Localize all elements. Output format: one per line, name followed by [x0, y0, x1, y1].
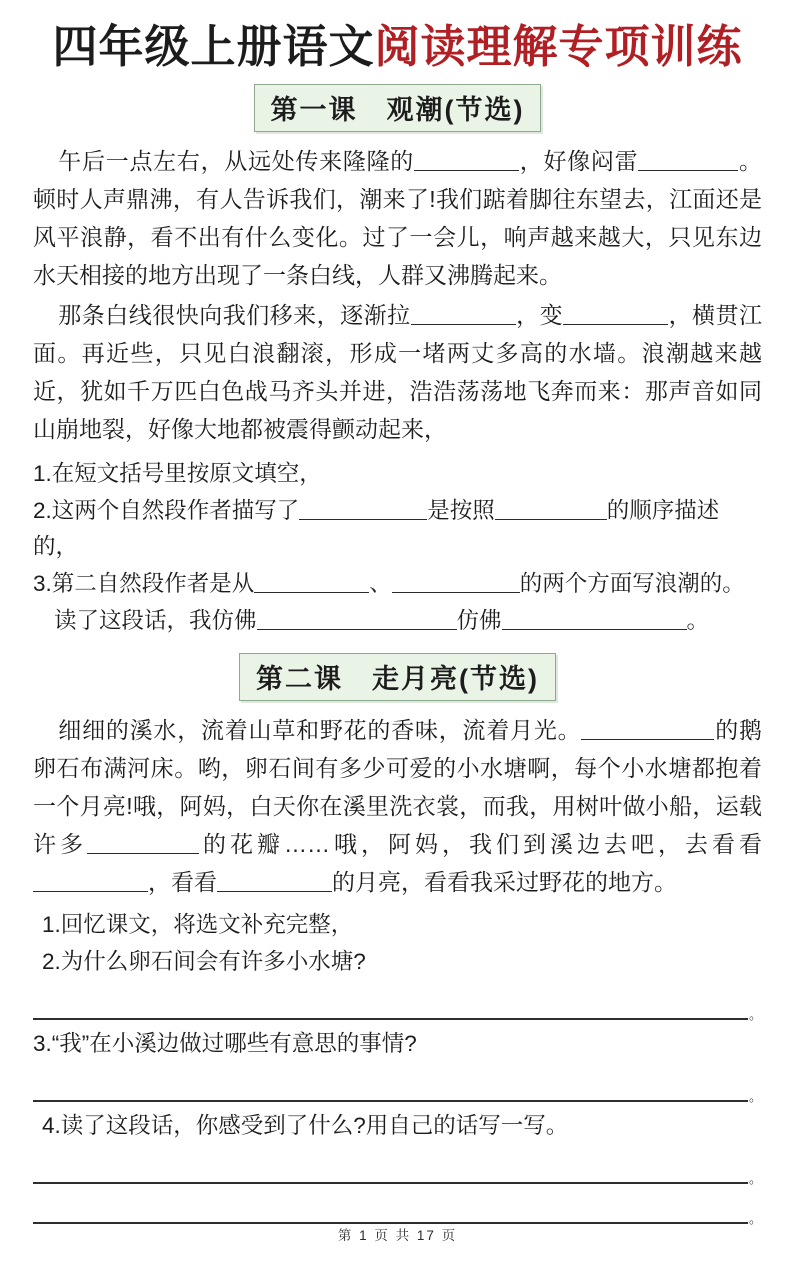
fill-in-blank	[414, 148, 519, 171]
fill-in-blank	[581, 717, 714, 740]
fill-in-blank	[495, 498, 607, 521]
lesson-1-paragraph-2: 那条白线很快向我们移来，逐渐拉 ，变 ，横贯江面。再近些，只见白浪翻滚，形成一堵两丈多高的水墙。浪潮越来越近，犹如千万匹白色战马齐头并进，浩浩荡荡地飞奔而来：那声音如同山崩地裂，好像大地都被震得颤动起来，	[33, 302, 763, 442]
answer-rule	[33, 1214, 748, 1224]
fill-in-blank	[502, 608, 687, 631]
fill-in-blank	[254, 571, 369, 594]
fill-in-blank	[563, 302, 668, 325]
fill-in-blank	[217, 869, 332, 892]
answer-period: 。	[748, 1171, 762, 1186]
lesson-1-question-2: 2.这两个自然段作者描写了 是按照 的顺序描述的，	[33, 498, 720, 559]
lesson-1-paragraph-1: 午后一点左右，从远处传来隆隆的 ，好像闷雷 。顿时人声鼎沸，有人告诉我们，潮来了!我们踮着脚往东望去，江面还是风平浪静，看不出有什么变化。过了一会儿，响声越来越大，只见东边水天相接的地方出现了一条白线，人群又沸腾起来。	[33, 148, 763, 288]
fill-in-blank	[257, 608, 457, 631]
answer-line-4	[33, 1211, 762, 1226]
page-title	[33, 20, 762, 74]
page-title-black: 四年级上册语文	[52, 22, 375, 72]
lesson-1-heading: 第一课 观潮(节选)	[254, 84, 542, 132]
answer-period: 。	[748, 1007, 762, 1022]
answer-rule	[33, 1092, 748, 1102]
lesson-1-question-1: 1.在短文括号里按原文填空，	[33, 461, 322, 486]
fill-in-blank	[87, 831, 199, 854]
lesson-1-question-3-subline: 读了这段话，我仿佛 仿佛 。	[54, 608, 710, 633]
lesson-2-question-1: 1.回忆课文，将选文补充完整，	[42, 912, 354, 937]
lesson-2-question-2: 2.为什么卵石间会有许多小水塘?	[42, 949, 366, 974]
answer-period: 。	[748, 1089, 762, 1104]
fill-in-blank	[299, 498, 427, 521]
lesson-1-heading-row	[33, 84, 762, 132]
answer-line-3	[33, 1171, 762, 1186]
answer-rule	[33, 1174, 748, 1184]
fill-in-blank	[638, 148, 738, 171]
fill-in-blank	[411, 302, 516, 325]
answer-line-1	[33, 1007, 762, 1022]
lesson-2-question-4: 4.读了这段话，你感受到了什么?用自己的话写一写。	[42, 1113, 569, 1138]
answer-line-2	[33, 1089, 762, 1104]
fill-in-blank	[392, 571, 520, 594]
page-title-red: 阅读理解专项训练	[374, 22, 743, 72]
page-footer: 第 1 页 共 17 页	[337, 1228, 458, 1243]
lesson-2-heading: 第二课 走月亮(节选)	[239, 653, 556, 701]
lesson-2-heading-row	[33, 653, 762, 701]
answer-rule	[33, 1010, 748, 1020]
lesson-2-question-3: 3.“我”在小溪边做过哪些有意思的事情?	[33, 1031, 417, 1056]
answer-period: 。	[748, 1211, 762, 1226]
lesson-1-question-3: 3.第二自然段作者是从 、 的两个方面写浪潮的。	[33, 571, 745, 596]
fill-in-blank	[33, 869, 148, 892]
lesson-2-paragraph-1: 细细的溪水，流着山草和野花的香味，流着月光。 的鹅卵石布满河床。哟，卵石间有多少可爱的小水塘啊，每个小水塘都抱着一个月亮!哦，阿妈，白天你在溪里洗衣裳，而我，用树叶做小船，运载许多 的花瓣……哦，阿妈，我们到溪边去吧，去看看，看看 的月亮，看看我采过野花的地方。	[33, 717, 763, 895]
